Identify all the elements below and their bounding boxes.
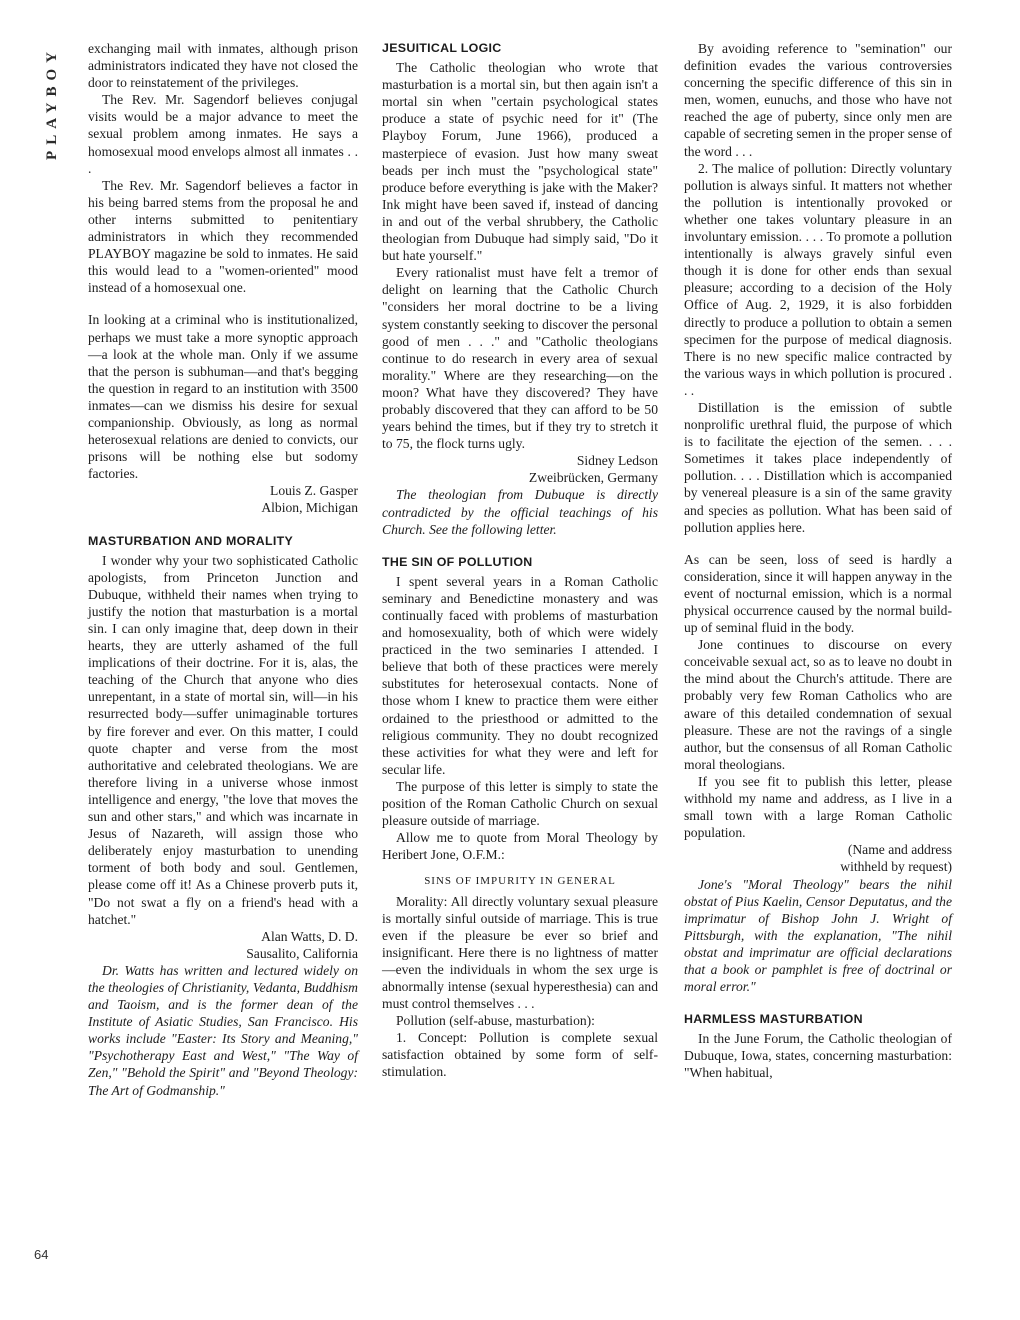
- letter-text: I spent several years in a Roman Catholic seminary and Benedictine monastery and was continually faced with problems of masturbation and homosexuality, both of which were widely practiced in the two seminaries I attended. I believe that both of these practices were merely substitutes for heterosexual contacts. None of those whom I knew to practice them were either ordained to the priesthood or admitted to the religious community. They no doubt recognized these activities for what they were and left for secular life.: [382, 573, 658, 777]
- column-2: [382, 40, 658, 1081]
- letter-text: Every rationalist must have felt a tremor of delight on learning that the Catholic Church "considers her moral doctrine to be a living system constantly seeking to discover the personal good of men . . ." and "Catholic theologians continue to do research in every area of sexual morality." Where are they researching—on the moon? What have they discovered? They have probably discovered that they can afford to be 50 years behind the times, but if they try to stretch it to 75, the flock turns ugly.: [382, 265, 658, 452]
- section-heading: HARMLESS MASTURBATION: [684, 1012, 863, 1027]
- letter-text: The Catholic theologian who wrote that masturbation is a mortal sin, but then again isn't a mortal sin when "certain psychological states produce a state of psychic need for it" (The Playboy Forum, June 1966), produced a masterpiece of evasion. Just how many sweat beads per inch must the "psychological state" produce before everything is jake with the Maker? Ink might have been saved if, instead of dancing in and out of the verbal shrubbery, the Catholic theologian from Dubuque had simply said, "Do it but hate yourself.": [382, 60, 658, 264]
- signature-name: Alan Watts, D. D.: [261, 928, 358, 944]
- section-heading: JESUITICAL LOGIC: [382, 41, 502, 55]
- letter-text: In looking at a criminal who is institutionalized, perhaps we must take a more synoptic approach—a look at the whole man. Only if we assume that the person is subhuman—and that's begging the question in regard to an institution with 3500 inmates—can we dismiss his desire for sexual companionship. Obviously, as long as normal heterosexual relations are denied to convicts, our prisons will be nothing else but sodomy factories.: [88, 312, 358, 482]
- column-3: [684, 40, 952, 1082]
- letter-text: The Rev. Mr. Sagendorf believes a factor in his being barred stems from the proposal he and other interns submitted to penitentiary administrators in which they recommended PLAYBOY magazine be sold to inmates. He said this would lead to a "women-oriented" mood instead of a homosexual one.: [88, 177, 358, 296]
- signature-place: Sausalito, California: [246, 945, 358, 961]
- letter-text: exchanging mail with inmates, although prison administrators indicated they have not closed the door to reinstatement of the privileges.: [88, 41, 358, 91]
- letter-text: Jone continues to discourse on every conceivable sexual act, so as to leave no doubt in the mind about the Church's attitude. There are probably very few Roman Catholics who are aware of this detailed condemnation of sexual pleasure. These are not the ravings of a single author, but the consensus of all Roman Catholic moral theologians.: [684, 637, 952, 772]
- letter-text: Allow me to quote from Moral Theology by Heribert Jone, O.F.M.:: [382, 830, 658, 863]
- letter-text: As can be seen, loss of seed is hardly a consideration, since it will happen anyway in the event of nocturnal emission, which is a normal physical occurrence caused by the normal build-up of seminal fluid in the body.: [684, 551, 952, 636]
- quote-text: Pollution (self-abuse, masturbation):: [396, 1013, 595, 1029]
- page-number: 64: [34, 1247, 49, 1262]
- editor-note: The theologian from Dubuque is directly contradicted by the official teachings of his Church. See the following letter.: [382, 487, 658, 537]
- signature-name: (Name and address: [847, 842, 952, 858]
- signature-place: Zweibrücken, Germany: [528, 470, 658, 486]
- section-heading: MASTURBATION AND MORALITY: [88, 533, 294, 548]
- letter-text: The purpose of this letter is simply to state the position of the Roman Catholic Church on sexual pleasure outside of marriage.: [382, 778, 658, 829]
- letter-text: In the June Forum, the Catholic theologian of Dubuque, Iowa, states, concerning masturbation: "When habitual,: [684, 1031, 952, 1081]
- letter-text: The Rev. Mr. Sagendorf believes conjugal visits would be a major advance to meet the sexual problem among inmates. He says a homosexual mood envelops almost all inmates . . .: [88, 92, 358, 176]
- signature-place: withheld by request): [840, 859, 952, 875]
- quote-text: 1. Concept: Pollution is complete sexual satisfaction obtained by some form of self-stimulation.: [382, 1030, 658, 1080]
- signature-name: Louis Z. Gasper: [270, 483, 358, 499]
- editor-note: Jone's "Moral Theology" bears the nihil obstat of Pius Kaelin, Censor Deputatus, and the imprimatur of Bishop John J. Wright of Pittsburgh, with the explanation, "The nihil obstat and imprimatur are official declarations that a book or pamphlet is free of doctrinal or moral error.": [684, 876, 952, 995]
- letter-text: If you see fit to publish this letter, please withhold my name and address, as I live in a small town with a large Roman Catholic population.: [684, 773, 952, 841]
- column-1: [88, 40, 358, 1099]
- quote-subheading: SINS OF IMPURITY IN GENERAL: [424, 875, 616, 888]
- quote-text: 2. The malice of pollution: Directly voluntary pollution is always sinful. It matters not whether the pollution is intentionally provoked or whether one takes voluntary pleasure in an involuntary emission. . . . To promote a pollution intentionally is always gravely sinful even though it is done for other ends than sexual pleasure; according to a decision of the Holy Office of Aug. 2, 1929, it is also forbidden directly to produce a pollution to obtain a semen specimen for the purpose of medical diagnosis. There is no new specific malice contracted by the various ways in which pollution is procured . . .: [684, 160, 952, 398]
- signature-place: Albion, Michigan: [261, 500, 358, 516]
- signature-name: Sidney Ledson: [576, 453, 658, 469]
- quote-text: Distillation is the emission of subtle nonprolific urethral fluid, the purpose of which is to facilitate the ejection of the semen. . . . Sometimes it takes place independently of pollution. . . . Distillation which is accompanied by venereal pleasure is a sin of the same gravity and species as pollution. What has been said of pollution applies here.: [684, 399, 952, 535]
- editor-note: Dr. Watts has written and lectured widely on the theologies of Christianity, Vedanta, Buddhism and Taoism, and is the former dean of the Institute of Asiatic Studies, San Francisco. His works include "Easter: Its Story and Meaning," "Psychotherapy East and West," "The Way of Zen," "Behold the Spirit" and "Beyond Theology: The Art of Godmanship.": [88, 962, 358, 1098]
- letter-text: I wonder why your two sophisticated Catholic apologists, from Princeton Junction and Dubuque, withheld their names when trying to justify the notion that masturbation is a mortal sin. I can only imagine that, deep down in their hearts, they are utterly ashamed of the full implications of their doctrine. For it is, alas, the teaching of the Church that anyone who dies unrepentant, in a state of mortal sin, will—in his resurrected body—suffer unimaginable tortures by fire forever and ever. On this matter, I could quote chapter and verse from the most authoritative and celebrated theologians. We are therefore living in a universe whose inmost intelligence and energy, "the love that moves the sun and other stars," and which was incarnate in Jesus of Nazareth, will assign those who deliberately enjoy masturbation to unending torment of both body and soul. Gentlemen, please come off it! As a Chinese proverb puts it, "Do not swat a fly on a friend's head with a hatchet.": [88, 552, 358, 927]
- playboy-vertical-logo: PLAYBOY: [44, 46, 60, 160]
- quote-text: Morality: All directly voluntary sexual pleasure is mortally sinful outside of marriage. This is true even if the pleasure be ever so brief and insignificant. Here there is no lightness of matter—even the individuals in whom the sex urge is abnormally intense (sexual hyperesthesia) can and must control themselves . . .: [382, 893, 658, 1012]
- section-heading: THE SIN OF POLLUTION: [382, 554, 533, 569]
- quote-text: By avoiding reference to "semination" our definition evades the various controversies concerning the specific difference of this sin in men, women, eunuchs, and those who have not reached the age of puberty, since only men are capable of secreting semen in the proper sense of the word . . .: [684, 41, 952, 159]
